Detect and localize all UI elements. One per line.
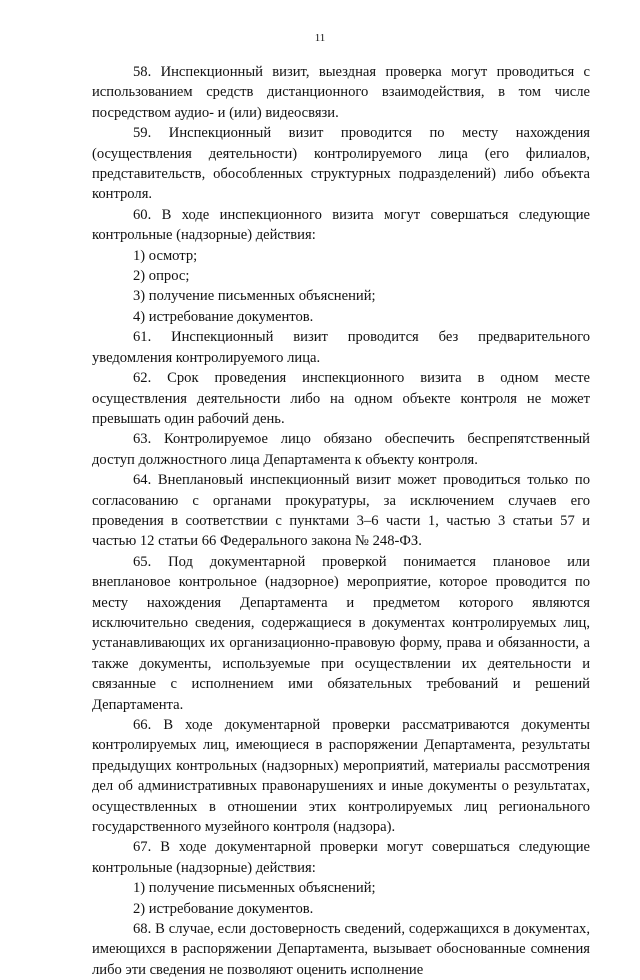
list-item-inspection-3: 3) получение письменных объяснений; — [133, 288, 376, 305]
paragraph-68: 68. В случае, если достоверность сведений, содержащихся в документах, имеющихся в распоряжении Департамента, вызывает обоснованные сомнения либо эти сведения не позволяют оценить исполнение — [92, 921, 590, 978]
paragraph-65: 65. Под документарной проверкой понимается плановое или внеплановое контрольное (надзорное) мероприятие, которое проводится по месту нахождения Департамента и предметом которого являются исключительно сведения, содержащиеся в документах контролируемых лиц, устанавливающих их организационно-правовую форму, права и обязанности, а также документы, используемые при осуществлении их деятельности и связанные с исполнением ими обязательных требований и решений Департамента. — [92, 553, 590, 713]
paragraph-63: 63. Контролируемое лицо обязано обеспечить беспрепятственный доступ должностного лица Департамента к объекту контроля. — [92, 431, 590, 468]
paragraph-59: 59. Инспекционный визит проводится по месту нахождения (осуществления деятельности) контролируемого лица (его филиалов, представительств, обособленных структурных подразделений) либо объекта контроля. — [92, 125, 590, 203]
paragraph-64: 64. Внеплановый инспекционный визит может проводиться только по согласованию с органами прокуратуры, за исключением случаев его проведения в соответствии с пунктами 3–6 части 1, частью 3 статьи 57 и частью 12 статьи 66 Федерального закона № 248-ФЗ. — [92, 472, 590, 550]
page-number: 11 — [314, 32, 326, 44]
list-item-inspection-2: 2) опрос; — [133, 268, 190, 285]
paragraph-66: 66. В ходе документарной проверки рассматриваются документы контролируемых лиц, имеющиеся в распоряжении Департамента, результаты предыдущих контрольных (надзорных) мероприятий, материалы рассмотрения дел об административных правонарушениях и иные документы о результатах, осуществленных в отношении этих контролируемых лиц регионального государственного музейного контроля (надзора). — [92, 717, 590, 836]
paragraph-58: 58. Инспекционный визит, выездная проверка могут проводиться с использованием средств дистанционного взаимодействия, в том числе посредством аудио- и (или) видеосвязи. — [92, 64, 590, 121]
paragraph-61: 61. Инспекционный визит проводится без предварительного уведомления контролируемого лица. — [92, 329, 590, 366]
paragraph-60: 60. В ходе инспекционного визита могут совершаться следующие контрольные (надзорные) действия: — [92, 206, 590, 244]
list-item-inspection-4: 4) истребование документов. — [133, 308, 314, 325]
list-item-doccheck-1: 1) получение письменных объяснений; — [133, 880, 376, 897]
document-body — [92, 62, 590, 980]
list-item-inspection-1: 1) осмотр; — [133, 247, 198, 264]
list-item-doccheck-2: 2) истребование документов. — [133, 900, 314, 917]
paragraph-62: 62. Срок проведения инспекционного визита в одном месте осуществления деятельности либо на одном объекте контроля не может превышать один рабочий день. — [92, 370, 590, 427]
paragraph-67: 67. В ходе документарной проверки могут совершаться следующие контрольные (надзорные) действия: — [92, 839, 590, 876]
